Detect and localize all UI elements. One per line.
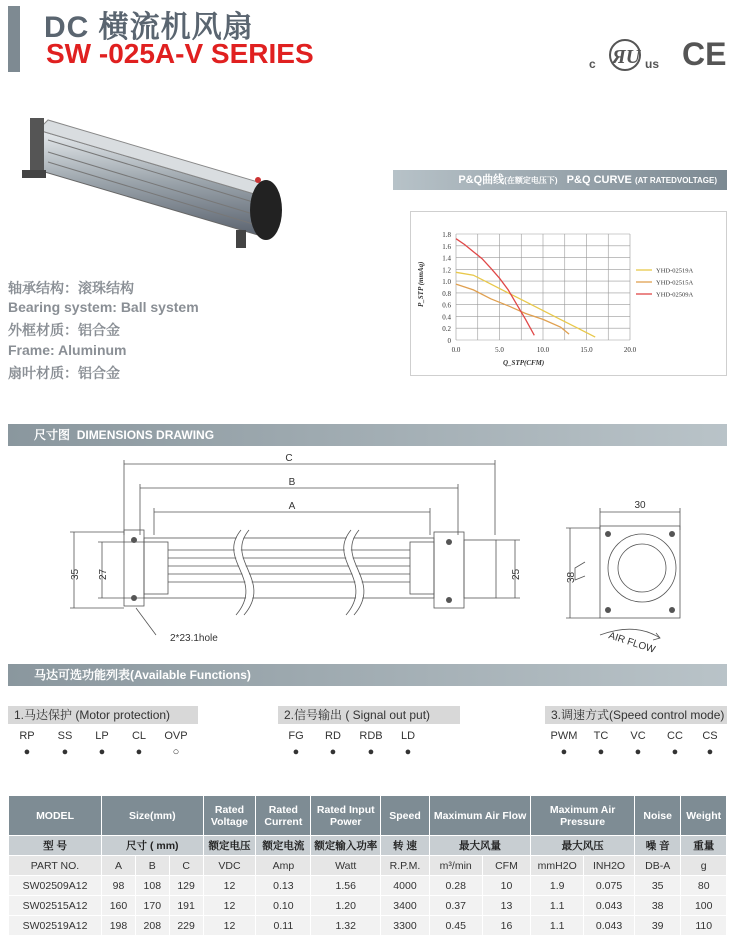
legend-label: YHD-02519A (656, 267, 694, 275)
header-cell: Noise (634, 796, 681, 836)
dim-label-a: A (288, 501, 296, 512)
table-cell: 1.1 (531, 916, 584, 936)
unit-cell: g (681, 856, 727, 876)
svg-text:us: us (645, 57, 660, 71)
function-mark: ● (98, 746, 106, 758)
table-cell: 38 (634, 896, 681, 916)
function-code: CS (702, 730, 718, 742)
spec-frame-cn: 外框材质：铝合金 (8, 322, 120, 338)
table-unit-row (9, 856, 727, 876)
table-row (9, 876, 727, 896)
header-cell: Rated Input Power (311, 796, 381, 836)
function-mark: ● (671, 746, 679, 758)
table-cell: 129 (169, 876, 203, 896)
header-cell: Maximum Air Pressure (531, 796, 635, 836)
header-cell: Weight (681, 796, 727, 836)
function-group-label: 3.调速方式(Speed control mode) (545, 706, 727, 724)
table-cell: 98 (102, 876, 136, 896)
spec-table (8, 795, 727, 936)
unit-cell: A (102, 856, 136, 876)
function-code: PWM (550, 730, 578, 742)
function-code: CL (131, 730, 147, 742)
table-cell: 0.10 (256, 896, 311, 916)
dim-label-c: C (285, 453, 293, 464)
function-mark: ● (560, 746, 568, 758)
header-cell: Maximum Air Flow (429, 796, 531, 836)
function-code: TC (593, 730, 609, 742)
ce-certification-logo: CE (682, 36, 727, 72)
function-code: LP (95, 730, 109, 742)
function-code: RP (19, 730, 35, 742)
table-cell: 170 (135, 896, 169, 916)
table-cell: 12 (203, 896, 256, 916)
table-cell: 0.13 (256, 876, 311, 896)
table-cell: 39 (634, 916, 681, 936)
header-cell: 重量 (681, 836, 727, 856)
page-title: DC 横流机风扇 (44, 11, 254, 44)
unit-cell: B (135, 856, 169, 876)
function-code: LD (400, 730, 416, 742)
spec-bearing-en: Bearing system: Ball system (8, 299, 199, 315)
function-code: RD (325, 730, 341, 742)
header-cell: 噪 音 (634, 836, 681, 856)
header-cell: 尺寸 ( mm) (102, 836, 203, 856)
table-cell: 1.56 (311, 876, 381, 896)
function-mark: ● (292, 746, 300, 758)
table-cell: 0.043 (584, 916, 635, 936)
table-cell: 110 (681, 916, 727, 936)
pq-chart-frame (410, 211, 727, 376)
dim-label-35: 35 (70, 568, 81, 580)
table-cell: 4000 (381, 876, 430, 896)
header-cell: 转 速 (381, 836, 430, 856)
dim-label-b: B (288, 477, 296, 488)
hole-note: 2*23.1hole (170, 633, 218, 644)
function-mark: ● (61, 746, 69, 758)
y-tick-label: 0.8 (442, 289, 451, 298)
table-cell: 0.11 (256, 916, 311, 936)
dim-label-30: 30 (634, 500, 646, 511)
header-cell: MODEL (9, 796, 102, 836)
table-cell: SW02519A12 (9, 916, 102, 936)
table-cell: 1.32 (311, 916, 381, 936)
header-cell: 最大风压 (531, 836, 635, 856)
table-cell: 3300 (381, 916, 430, 936)
dimensions-heading-en: DIMENSIONS DRAWING (76, 428, 215, 442)
function-mark: ○ (172, 746, 180, 758)
function-group-speed-control (545, 706, 727, 758)
unit-cell: VDC (203, 856, 256, 876)
x-tick-label: 20.0 (623, 346, 637, 354)
table-cell: 1.9 (531, 876, 584, 896)
dimensions-drawing (60, 450, 730, 655)
function-mark: ● (597, 746, 605, 758)
table-cell: 108 (135, 876, 169, 896)
table-cell: 10 (482, 876, 531, 896)
table-cell: 208 (135, 916, 169, 936)
legend-label: YHD-02515A (656, 279, 694, 287)
table-cell: 160 (102, 896, 136, 916)
table-cell: 100 (681, 896, 727, 916)
table-cell: 3400 (381, 896, 430, 916)
table-header-row (9, 796, 727, 836)
functions-heading: 马达可选功能列表(Available Functions) (8, 664, 727, 686)
airflow-label: AIR FLOW (607, 630, 657, 655)
header-cell: 额定电压 (203, 836, 256, 856)
header-cell: 额定输入功率 (311, 836, 381, 856)
function-code: CC (667, 730, 683, 742)
spec-frame-en: Frame: Aluminum (8, 342, 127, 358)
unit-cell: Watt (311, 856, 381, 876)
ul-certification-logo (587, 38, 667, 79)
header-cell: 最大风量 (429, 836, 531, 856)
title-accent-bar (8, 6, 20, 72)
y-tick-label: 1.2 (442, 266, 451, 275)
table-cell: 1.1 (531, 896, 584, 916)
function-mark: ● (135, 746, 143, 758)
function-mark: ● (634, 746, 642, 758)
table-cell: SW02509A12 (9, 876, 102, 896)
spec-blade-cn: 扇叶材质：铝合金 (8, 365, 120, 381)
x-tick-label: 10.0 (536, 346, 550, 354)
table-cell: 12 (203, 916, 256, 936)
unit-cell: DB-A (634, 856, 681, 876)
function-group-label: 2.信号输出 ( Signal out put) (278, 706, 460, 724)
unit-cell: INH2O (584, 856, 635, 876)
table-cell: 0.28 (429, 876, 482, 896)
table-cell: 191 (169, 896, 203, 916)
spec-bearing-cn: 轴承结构：滚珠结构 (8, 280, 134, 296)
function-group-label: 1.马达保护 (Motor protection) (8, 706, 198, 724)
svg-text:c: c (589, 57, 596, 71)
table-row (9, 916, 727, 936)
function-code: VC (630, 730, 646, 742)
series-title: SW -025A-V SERIES (46, 38, 314, 69)
y-tick-label: 0.6 (442, 301, 451, 310)
unit-cell: m³/min (429, 856, 482, 876)
table-cell: 0.45 (429, 916, 482, 936)
pq-heading-cn-small: (在额定电压下) (504, 176, 558, 185)
unit-cell: mmH2O (531, 856, 584, 876)
pq-heading-en: P&Q CURVE (566, 174, 632, 186)
pq-curve-heading (393, 170, 727, 190)
pq-heading-en-small: (AT RATEDVOLTAGE) (634, 176, 717, 185)
legend-label: YHD-02509A (656, 291, 694, 299)
unit-cell: PART NO. (9, 856, 102, 876)
function-mark: ● (23, 746, 31, 758)
y-tick-label: 1.8 (442, 231, 451, 239)
table-cell: 198 (102, 916, 136, 936)
table-cell: 229 (169, 916, 203, 936)
unit-cell: Amp (256, 856, 311, 876)
table-cell: 0.37 (429, 896, 482, 916)
unit-cell: R.P.M. (381, 856, 430, 876)
y-tick-label: 1.0 (442, 278, 451, 287)
table-cell: 0.075 (584, 876, 635, 896)
function-mark: ● (367, 746, 375, 758)
pq-heading-cn: P&Q曲线 (458, 174, 505, 186)
header-cell: Rated Current (256, 796, 311, 836)
product-photo (8, 110, 298, 260)
function-group-signal-output (278, 706, 460, 758)
dim-label-25: 25 (511, 568, 522, 580)
table-row (9, 896, 727, 916)
x-axis-label: Q_STP(CFM) (503, 359, 545, 367)
table-cell: 35 (634, 876, 681, 896)
unit-cell: C (169, 856, 203, 876)
function-group-motor-protection (8, 706, 198, 758)
function-mark: ● (329, 746, 337, 758)
x-tick-label: 15.0 (580, 346, 593, 354)
svg-text:ЯU: ЯU (612, 46, 641, 68)
dimensions-heading (8, 424, 727, 446)
function-code: OVP (164, 730, 188, 742)
table-cell: 80 (681, 876, 727, 896)
x-tick-label: 5.0 (495, 346, 504, 354)
table-header-row-cn (9, 836, 727, 856)
function-code: FG (288, 730, 304, 742)
y-tick-label: 0.4 (442, 313, 451, 322)
y-tick-label: 0 (447, 337, 451, 345)
pq-chart (411, 212, 726, 375)
header-cell: Size(mm) (102, 796, 203, 836)
table-cell: SW02515A12 (9, 896, 102, 916)
y-axis-label: P_STP (mmAq) (417, 261, 425, 307)
header-cell: Rated Voltage (203, 796, 256, 836)
table-cell: 13 (482, 896, 531, 916)
function-mark: ● (706, 746, 714, 758)
x-tick-label: 0.0 (451, 346, 461, 354)
unit-cell: CFM (482, 856, 531, 876)
function-mark: ● (404, 746, 412, 758)
table-cell: 16 (482, 916, 531, 936)
function-code: RDB (359, 730, 383, 742)
dimensions-heading-cn: 尺寸图 (34, 428, 71, 442)
table-cell: 12 (203, 876, 256, 896)
function-code: SS (57, 730, 73, 742)
dim-label-38: 38 (566, 571, 577, 583)
table-cell: 0.043 (584, 896, 635, 916)
series-line-yhd-02515a (456, 284, 569, 334)
y-tick-label: 0.2 (442, 325, 451, 334)
table-cell: 1.20 (311, 896, 381, 916)
dim-label-27: 27 (98, 568, 109, 580)
header-cell: 额定电流 (256, 836, 311, 856)
header-cell: Speed (381, 796, 430, 836)
y-tick-label: 1.6 (442, 242, 451, 251)
header-cell: 型 号 (9, 836, 102, 856)
y-tick-label: 1.4 (442, 254, 451, 263)
